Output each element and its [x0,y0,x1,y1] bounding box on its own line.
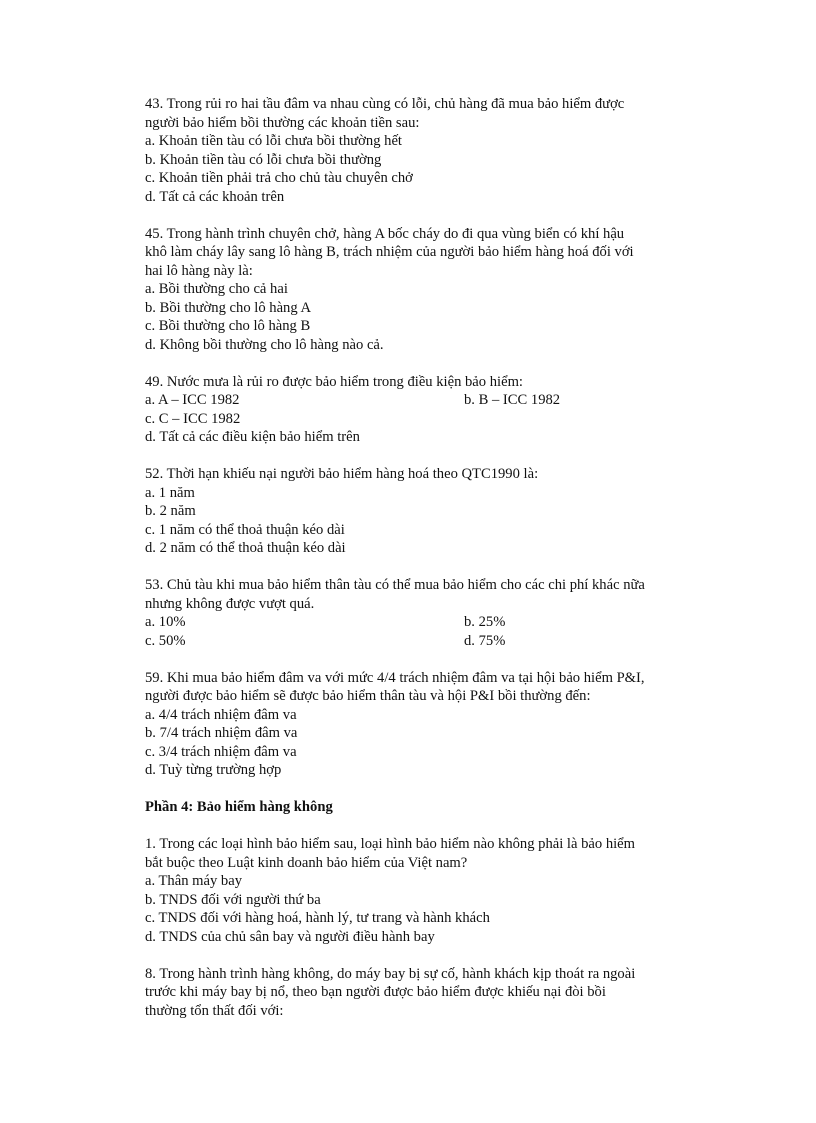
question-stem-line: 43. Trong rủi ro hai tầu đâm va nhau cùng có lỗi, chủ hàng đã mua bảo hiểm được [145,96,625,112]
answer-option: c. 1 năm có thể thoả thuận kéo dài [145,521,345,538]
question-53 [145,576,705,650]
document-page [145,95,705,1039]
answer-option: d. Tất cả các khoản trên [145,188,285,205]
answer-option: a. Khoản tiền tàu có lỗi chưa bồi thường hết [145,133,402,149]
answer-option: d. Tất cả các điều kiện bảo hiểm trên [145,429,360,445]
answer-option: b. 7/4 trách nhiệm đâm va [145,725,298,741]
answer-option-row [145,391,705,410]
question-59 [145,669,705,780]
question-stem-line: thường tổn thất đối với: [145,1002,284,1019]
answer-option: d. 2 năm có thể thoả thuận kéo dài [145,540,346,556]
answer-option: d. TNDS của chủ sân bay và người điều hành bay [145,928,435,945]
answer-option: d. 75% [464,632,506,649]
answer-option: a. Thân máy bay [145,873,242,889]
answer-option: c. 50% [145,632,186,649]
question-8 [145,965,705,1021]
answer-option: d. Không bồi thường cho lô hàng nào cả. [145,336,384,353]
question-stem-line: 59. Khi mua bảo hiểm đâm va với mức 4/4 trách nhiệm đâm va tại hội bảo hiểm P&I, [145,669,645,686]
question-stem-line: người bảo hiểm bồi thường các khoản tiền sau: [145,114,420,131]
answer-option-row [145,632,705,651]
answer-option: a. Bồi thường cho cả hai [145,281,288,297]
section-heading: Phần 4: Bảo hiểm hàng không [145,799,333,815]
answer-option: c. 3/4 trách nhiệm đâm va [145,743,297,760]
answer-option: b. B – ICC 1982 [464,392,561,408]
question-stem-line: trước khi máy bay bị nổ, theo bạn người được bảo hiểm được khiếu nại đòi bồi [145,984,606,1000]
answer-option: c. TNDS đối với hàng hoá, hành lý, tư trang và hành khách [145,910,490,926]
question-stem-line: bắt buộc theo Luật kinh doanh bảo hiểm của Việt nam? [145,854,468,871]
question-stem-line: 1. Trong các loại hình bảo hiểm sau, loại hình bảo hiểm nào không phải là bảo hiểm [145,836,636,852]
answer-option: a. 4/4 trách nhiệm đâm va [145,706,297,723]
answer-option: b. Bồi thường cho lô hàng A [145,299,312,316]
question-52 [145,465,705,558]
question-stem-line: 8. Trong hành trình hàng không, do máy bay bị sự cố, hành khách kịp thoát ra ngoài [145,965,636,982]
answer-option: b. Khoản tiền tàu có lỗi chưa bồi thường [145,151,382,168]
question-45 [145,225,705,355]
question-stem-line: 53. Chủ tàu khi mua bảo hiểm thân tàu có thể mua bảo hiểm cho các chi phí khác nữa [145,577,645,593]
question-stem-line: khô làm cháy lây sang lô hàng B, trách nhiệm của người bảo hiểm hàng hoá đối với [145,244,634,260]
question-stem-line: 49. Nước mưa là rủi ro được bảo hiểm trong điều kiện bảo hiểm: [145,373,523,390]
answer-option: c. Khoản tiền phải trả cho chủ tàu chuyên chở [145,170,413,186]
answer-option: c. C – ICC 1982 [145,410,241,427]
answer-option: a. 10% [145,614,186,630]
question-stem-line: hai lô hàng này là: [145,262,253,279]
answer-option: b. 2 năm [145,503,196,519]
question-49 [145,373,705,447]
answer-option: b. TNDS đối với người thứ ba [145,891,321,908]
question-stem-line: người được bảo hiểm sẽ được bảo hiểm thân tàu và hội P&I bồi thường đến: [145,688,591,704]
question-43 [145,95,705,206]
answer-option: a. A – ICC 1982 [145,392,240,408]
answer-option: b. 25% [464,614,506,630]
question-stem-line: nhưng không được vượt quá. [145,595,315,612]
answer-option: d. Tuỳ từng trường hợp [145,762,282,778]
answer-option-row [145,613,705,632]
question-1 [145,835,705,946]
answer-option: a. 1 năm [145,484,195,501]
question-stem-line: 45. Trong hành trình chuyên chở, hàng A bốc cháy do đi qua vùng biển có khí hậu [145,225,625,242]
answer-option: c. Bồi thường cho lô hàng B [145,318,311,334]
question-stem-line: 52. Thời hạn khiếu nại người bảo hiểm hàng hoá theo QTC1990 là: [145,466,539,482]
